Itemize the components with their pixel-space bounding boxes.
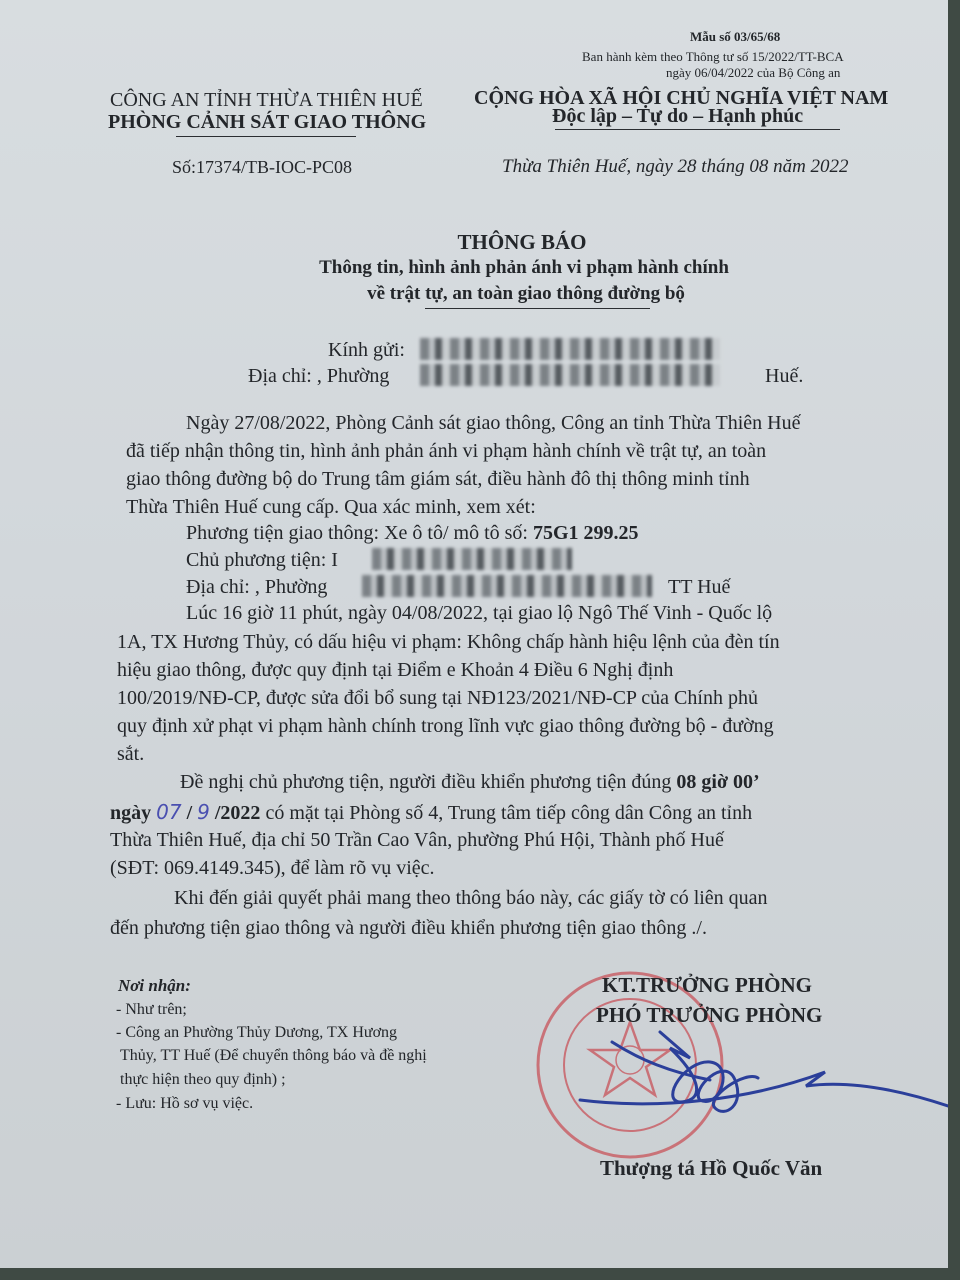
signature-icon — [580, 1032, 948, 1111]
title-underline — [425, 308, 650, 309]
vehicle-info — [186, 523, 639, 543]
signatory-title-1: KT.TRƯỞNG PHÒNG — [602, 973, 812, 997]
owner-address-label: Địa chỉ: , Phường — [186, 576, 328, 598]
paragraph-4-line-2: đến phương tiện giao thông và người điều khiển phương tiện giao thông ./. — [110, 917, 707, 939]
agency-parent: CÔNG AN TỈNH THỪA THIÊN HUẾ — [110, 89, 423, 111]
redacted-owner-name — [372, 548, 572, 570]
vehicle-label: Phương tiện giao thông: Xe ô tô/ mô tô số: — [186, 522, 528, 544]
recipient-address-tail: Huế. — [765, 365, 804, 387]
recipients-heading: Nơi nhận: — [118, 976, 191, 995]
paragraph-4-line-1: Khi đến giải quyết phải mang theo thông báo này, các giấy tờ có liên quan — [174, 887, 768, 909]
recipients-line-4: thực hiện theo quy định) ; — [120, 1071, 286, 1088]
signatory-title-2: PHÓ TRƯỞNG PHÒNG — [596, 1003, 823, 1027]
appointment-day: 07 — [156, 800, 182, 824]
recipients-line-1: - Như trên; — [116, 1001, 187, 1018]
motto-underline — [555, 129, 840, 130]
agency-underline — [176, 136, 356, 137]
paragraph-1-line-4: Thừa Thiên Huế cung cấp. Qua xác minh, xem xét: — [126, 496, 536, 518]
appointment-month: 9 — [197, 800, 210, 824]
redacted-owner-address — [362, 575, 652, 597]
appointment-year: /2022 — [214, 802, 261, 824]
paragraph-2-line-2: 1A, TX Hương Thủy, có dấu hiệu vi phạm: Không chấp hành hiệu lệnh của đèn tín — [117, 631, 780, 653]
notice-subtitle-2: về trật tự, an toàn giao thông đường bộ — [367, 283, 685, 304]
paragraph-3-line-1 — [180, 772, 760, 792]
notice-title: THÔNG BÁO — [457, 230, 587, 254]
owner-address-tail: TT Huế — [668, 576, 731, 598]
nation-motto: Độc lập – Tự do – Hạnh phúc — [552, 105, 804, 127]
recipient-label: Kính gửi: — [328, 339, 405, 361]
paragraph-2-line-4: 100/2019/NĐ-CP, được sửa đổi bổ sung tại NĐ123/2021/NĐ-CP của Chính phủ — [117, 687, 758, 709]
paragraph-3-line-3: Thừa Thiên Huế, địa chỉ 50 Trần Cao Vân, phường Phú Hội, Thành phố Huế — [110, 829, 724, 851]
paragraph-3-line-2: ngày 07 / 9 /2022 có mặt tại Phòng số 4, Trung tâm tiếp công dân Công an tỉnh — [110, 800, 753, 824]
owner-label: Chủ phương tiện: I — [186, 549, 338, 571]
paragraph-2-line-5: quy định xử phạt vi phạm hành chính trong lĩnh vực giao thông đường bộ - đường — [117, 715, 774, 737]
form-code: Mẫu số 03/65/68 — [690, 29, 781, 44]
recipients-line-2: - Công an Phường Thủy Dương, TX Hương — [116, 1024, 398, 1041]
form-issued-line2: ngày 06/04/2022 của Bộ Công an — [666, 65, 841, 80]
paragraph-2-line-1: Lúc 16 giờ 11 phút, ngày 04/08/2022, tại giao lộ Ngô Thế Vinh - Quốc lộ — [186, 602, 773, 624]
recipients-line-3: Thủy, TT Huế (Để chuyển thông báo và đề nghị — [120, 1047, 427, 1064]
paragraph-1-line-3: giao thông đường bộ do Trung tâm giám sát, điều hành đô thị thông minh tỉnh — [126, 468, 750, 490]
appointment-time: 08 giờ 00’ — [676, 771, 760, 793]
form-issued-line1: Ban hành kèm theo Thông tư số 15/2022/TT-BCA — [582, 49, 844, 64]
nation-title: CỘNG HÒA XÃ HỘI CHỦ NGHĨA VIỆT NAM — [474, 87, 889, 109]
date-line: Thừa Thiên Huế, ngày 28 tháng 08 năm 2022 — [502, 156, 849, 177]
recipient-address-label: Địa chỉ: , Phường — [248, 365, 390, 387]
redacted-recipient-name — [420, 338, 720, 360]
document-number: Số:17374/TB-IOC-PC08 — [172, 157, 353, 177]
paragraph-3-line-1-text: Đề nghị chủ phương tiện, người điều khiển phương tiện đúng — [180, 771, 672, 793]
vehicle-plate: 75G1 299.25 — [532, 522, 639, 544]
redacted-recipient-address — [420, 364, 720, 386]
appointment-day-label: ngày — [110, 802, 152, 824]
notice-subtitle-1: Thông tin, hình ảnh phản ánh vi phạm hành chính — [319, 257, 729, 278]
agency-name: PHÒNG CẢNH SÁT GIAO THÔNG — [108, 111, 427, 133]
signatory-name: Thượng tá Hồ Quốc Văn — [600, 1156, 823, 1180]
paragraph-2-line-6: sắt. — [117, 743, 145, 765]
paragraph-3-line-4: (SĐT: 069.4149.345), để làm rõ vụ việc. — [110, 857, 435, 879]
paragraph-1-line-2: đã tiếp nhận thông tin, hình ảnh phản ánh vi phạm hành chính về trật tự, an toàn — [126, 440, 767, 462]
recipients-line-5: - Lưu: Hồ sơ vụ việc. — [116, 1095, 254, 1112]
paragraph-1-line-1: Ngày 27/08/2022, Phòng Cảnh sát giao thông, Công an tỉnh Thừa Thiên Huế — [186, 412, 801, 434]
paragraph-3-line-2-text: có mặt tại Phòng số 4, Trung tâm tiếp công dân Công an tỉnh — [265, 802, 753, 824]
paragraph-2-line-3: hiệu giao thông, được quy định tại Điểm e Khoản 4 Điều 6 Nghị định — [117, 659, 674, 681]
